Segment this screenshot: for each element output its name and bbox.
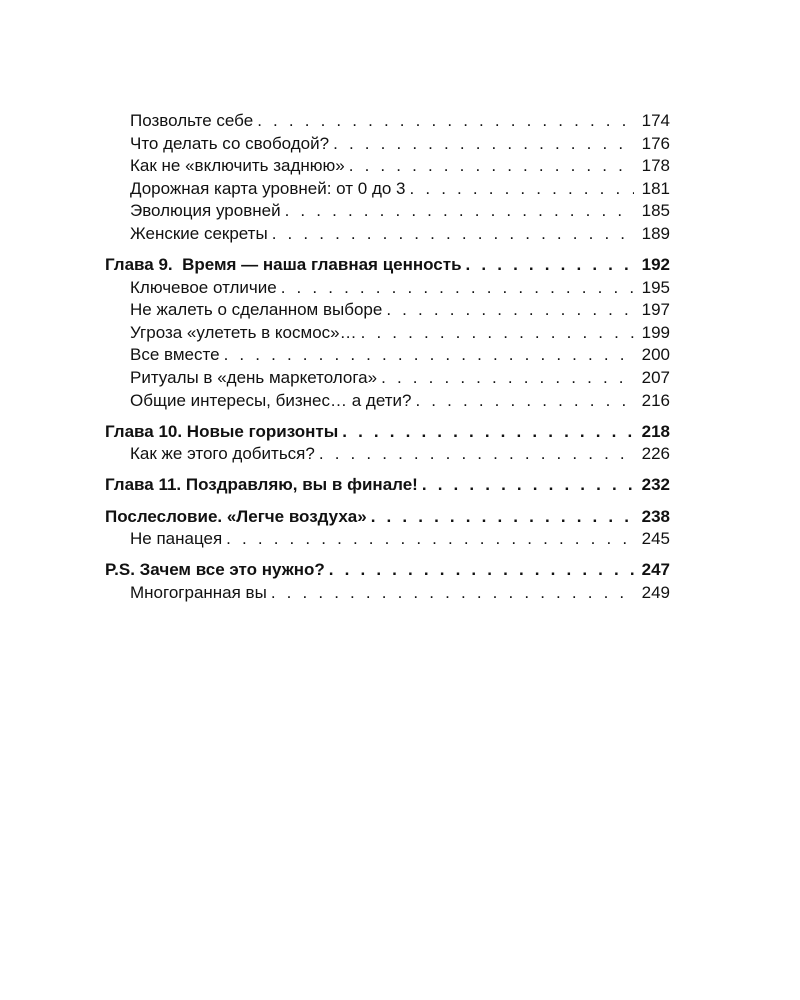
toc-chapter-page: 238 [641,506,670,526]
dot-leader [415,390,634,413]
toc-chapter-title: P.S. Зачем все это нужно? [105,560,325,580]
toc-entry [105,110,670,133]
toc-entry-page: 197 [641,300,670,320]
toc-chapter-entry [105,506,670,529]
toc-entry-page: 226 [641,444,670,464]
toc-chapter-page: 247 [641,560,670,580]
dot-leader [281,277,634,300]
toc-chapter-page: 192 [641,255,670,275]
toc-entry-title: Общие интересы, бизнес… а дети? [130,390,412,410]
toc-entry [105,528,670,551]
toc-entry [105,277,670,300]
toc-entry-page: 216 [641,390,670,410]
toc-entry-page: 174 [641,111,670,130]
toc-entry-title: Женские секреты [130,223,268,243]
toc-entry-page: 245 [641,529,670,549]
toc-entry [105,443,670,466]
toc-entry [105,367,670,390]
toc-entry-title: Позвольте себе [130,111,254,130]
toc-entry-page: 189 [641,223,670,243]
dot-leader [224,344,634,367]
toc-chapter-entry [105,474,670,497]
toc-entry-title: Дорожная карта уровней: от 0 до 3 [130,178,406,198]
toc-chapter-title: Глава 10. Новые горизонты [105,421,339,441]
toc-entry-page: 178 [641,156,670,176]
toc-entry [105,223,670,246]
toc-entry [105,390,670,413]
dot-leader [319,443,634,466]
toc-entry-page: 176 [641,133,670,153]
dot-leader [349,155,634,178]
toc-entry-page: 207 [641,368,670,388]
dot-leader [361,322,634,345]
toc-entry [105,178,670,201]
dot-leader [285,200,634,223]
toc-entry [105,299,670,322]
toc-chapter-title: Глава 11. Поздравляю, вы в финале! [105,475,418,495]
toc-entry-title: Что делать со свободой? [130,133,330,153]
toc-chapter-title: Послесловие. «Легче воздуха» [105,506,367,526]
dot-leader [381,367,634,390]
toc-entry-title: Не панацея [130,529,223,549]
toc-entry [105,200,670,223]
toc-entry-page: 199 [641,322,670,342]
toc-chapter-page: 218 [641,421,670,441]
dot-leader [466,254,634,277]
toc-entry-page: 181 [641,178,670,198]
toc-entry-title: Многогранная вы [130,582,267,602]
toc-entry [105,155,670,178]
table-of-contents [105,110,670,604]
toc-entry-title: Ритуалы в «день маркетолога» [130,368,378,388]
dot-leader [386,299,634,322]
toc-chapter-entry [105,559,670,582]
dot-leader [333,133,634,156]
toc-entry-title: Угроза «улететь в космос»… [130,322,357,342]
toc-entry-title: Все вместе [130,345,220,365]
toc-entry [105,133,670,156]
dot-leader [342,421,634,444]
toc-entry-page: 195 [641,277,670,297]
toc-entry-title: Не жалеть о сделанном выборе [130,300,383,320]
toc-chapter-title: Глава 9. Время — наша главная ценность [105,255,462,275]
toc-entry-title: Как не «включить заднюю» [130,156,345,176]
dot-leader [422,474,634,497]
toc-chapter-entry [105,254,670,277]
toc-entry [105,582,670,605]
toc-entry-title: Эволюция уровней [130,201,281,221]
dot-leader [272,223,634,246]
dot-leader [371,506,634,529]
dot-leader [329,559,634,582]
dot-leader [271,582,634,605]
toc-entry [105,344,670,367]
toc-entry-page: 200 [641,345,670,365]
toc-chapter-entry [105,421,670,444]
toc-entry-title: Как же этого добиться? [130,444,315,464]
toc-entry [105,322,670,345]
toc-entry-page: 249 [641,582,670,602]
toc-chapter-page: 232 [641,475,670,495]
toc-entry-title: Ключевое отличие [130,277,277,297]
dot-leader [410,178,635,201]
dot-leader [226,528,634,551]
toc-entry-page: 185 [641,201,670,221]
dot-leader [257,110,634,133]
